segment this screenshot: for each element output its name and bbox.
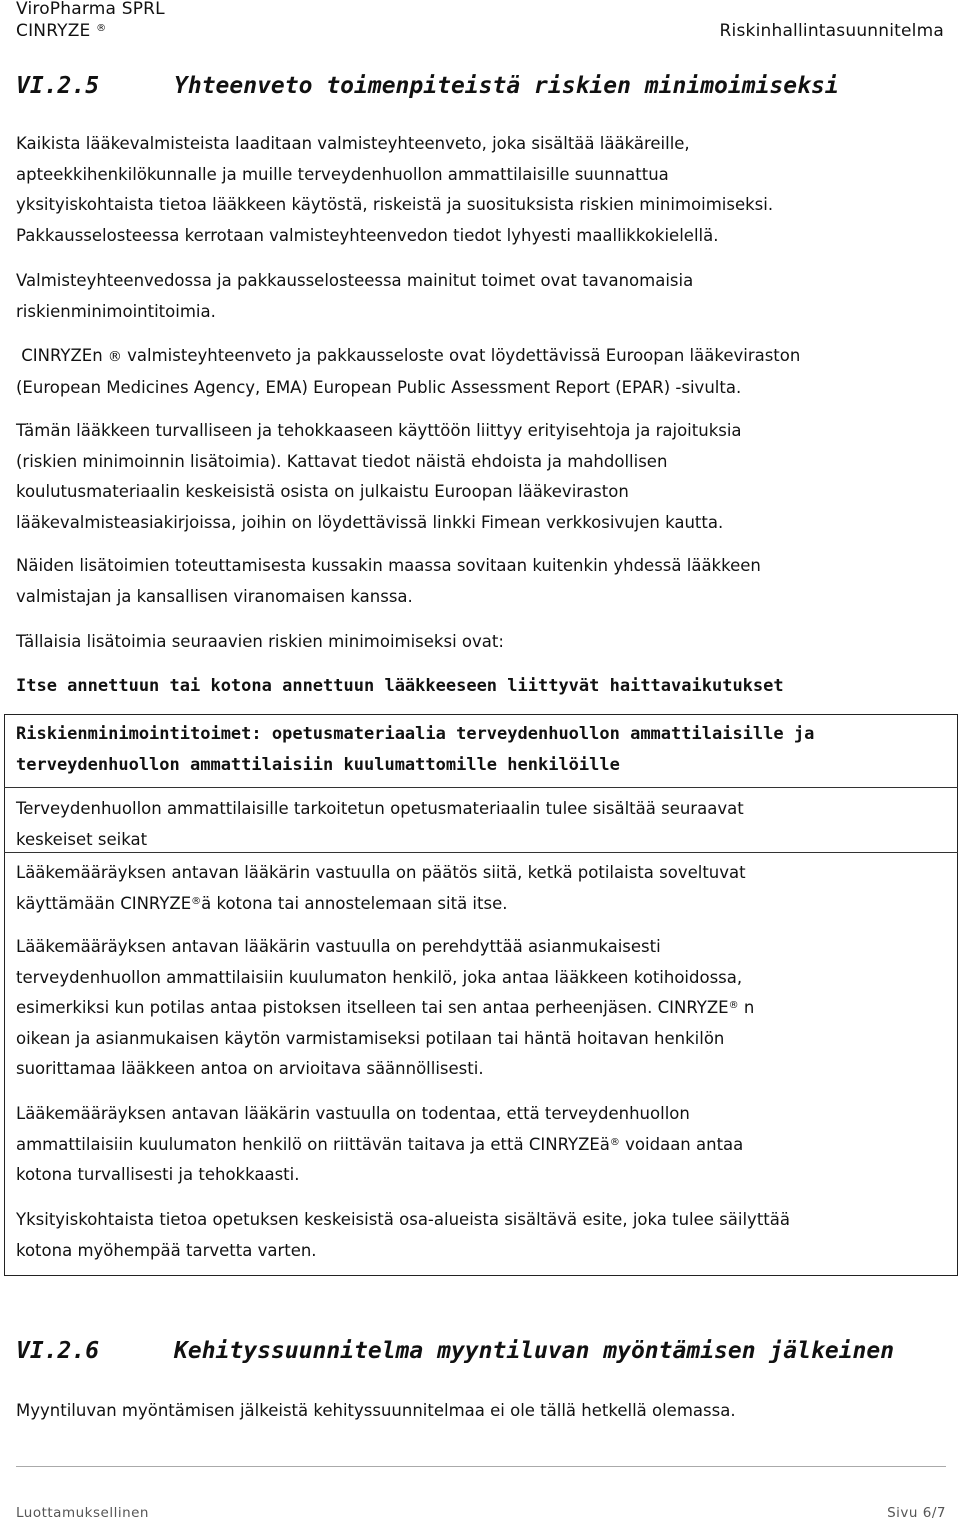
table-row-training: Lääkemääräyksen antavan lääkärin vastuulla on perehdyttää asianmukaisesti terveydenhuollon ammattilaisiin kuulumaton henkilö, joka antaa lääkkeen kotihoidossa, esimerkiksi kun potilas antaa pistoksen itselleen tai sen antaa perheenjäsen. CINRYZE® n oikean ja asianmukaisen käytön varmistamiseksi potilaan tai häntä hoitavan henkilön suorittamaa lääkkeen antoa on arvioitava säännöllisesti. (16, 937, 755, 1078)
table-row-key-points: Terveydenhuollon ammattilaisille tarkoitetun opetusmateriaalin tulee sisältää seuraavat keskeiset seikat (16, 799, 744, 849)
section-number: VI.2.5 (16, 73, 100, 99)
document-title: Riskinhallintasuunnitelma (719, 21, 944, 41)
footer-page-number: Sivu 6/7 (887, 1505, 946, 1521)
company-name: ViroPharma SPRL (16, 0, 165, 19)
paragraph-agreement: Näiden lisätoimien toteuttamisesta kussakin maassa sovitaan kuitenkin yhdessä lääkkeen valmistajan ja kansallisen viranomaisen kanssa. (16, 556, 761, 606)
paragraph-development-plan: Myyntiluvan myöntämisen jälkeistä kehityssuunnitelmaa ei ole tällä hetkellä olemassa. (16, 1401, 736, 1420)
table-row-patient-selection: Lääkemääräyksen antavan lääkärin vastuulla on päätös siitä, ketkä potilaista soveltuvat käyttämään CINRYZE®ä kotona tai annostelemaan sitä itse. (16, 863, 746, 913)
table-row-brochure: Yksityiskohtaista tietoa opetuksen keskeisistä osa-alueista sisältävä esite, joka tulee säilyttää kotona myöhempää tarvetta varten. (16, 1210, 790, 1260)
risk-heading: Itse annettuun tai kotona annettuun lääkkeeseen liittyvät haittavaikutukset (16, 676, 784, 696)
table-divider (4, 787, 958, 788)
table-heading: Riskienminimointitoimet: opetusmateriaalia terveydenhuollon ammattilaisille ja terveydenhuollon ammattilaisiin kuulumattomille henkilöille (16, 724, 815, 775)
paragraph-list-intro: Tällaisia lisätoimia seuraavien riskien minimoimiseksi ovat: (16, 632, 504, 651)
paragraph-intro: Kaikista lääkevalmisteista laaditaan valmisteyhteenveto, joka sisältää lääkäreille, apteekkihenkilökunnalle ja muille terveydenhuollon ammattilaisille suunnattua yksityiskohtaista tietoa lääkkeen käytöstä, riskeistä ja suosituksista riskien minimoimiseksi. Pakkausselosteessa kerrotaan valmisteyhteenvedon tiedot lyhyesti maallikkokielellä. (16, 134, 774, 245)
footer-confidential: Luottamuksellinen (16, 1505, 149, 1521)
product-name: CINRYZE ® (16, 21, 107, 41)
paragraph-additional-measures: Tämän lääkkeen turvalliseen ja tehokkaaseen käyttöön liittyy erityisehtoja ja rajoituksia (riskien minimoinnin lisätoimia). Kattavat tiedot näistä ehdoista ja mahdollisen koulutusmateriaalin keskeisistä osista on julkaistu Euroopan lääkeviraston lääkevalmisteasiakirjoissa, joihin on löydettävissä linkki Fimean verkkosivujen kautta. (16, 421, 742, 532)
section-number-26: VI.2.6 (16, 1338, 100, 1364)
paragraph-standard-measures: Valmisteyhteenvedossa ja pakkausselosteessa mainitut toimet ovat tavanomaisia riskienminimointitoimia. (16, 271, 694, 321)
section-title: Yhteenveto toimenpiteistä riskien minimoimiseksi (174, 73, 839, 99)
section-title-26: Kehityssuunnitelma myyntiluvan myöntämisen jälkeinen (174, 1338, 895, 1364)
table-row-verification: Lääkemääräyksen antavan lääkärin vastuulla on todentaa, että terveydenhuollon ammattilaisiin kuulumaton henkilö on riittävän taitava ja että CINRYZEä® voidaan antaa kotona turvallisesti ja tehokkaasti. (16, 1104, 744, 1184)
footer-divider (16, 1466, 946, 1467)
paragraph-epar: CINRYZEn ® valmisteyhteenveto ja pakkausseloste ovat löydettävissä Euroopan lääkeviraston (European Medicines Agency, EMA) European Public Assessment Report (EPAR) -sivulta. (16, 346, 801, 397)
